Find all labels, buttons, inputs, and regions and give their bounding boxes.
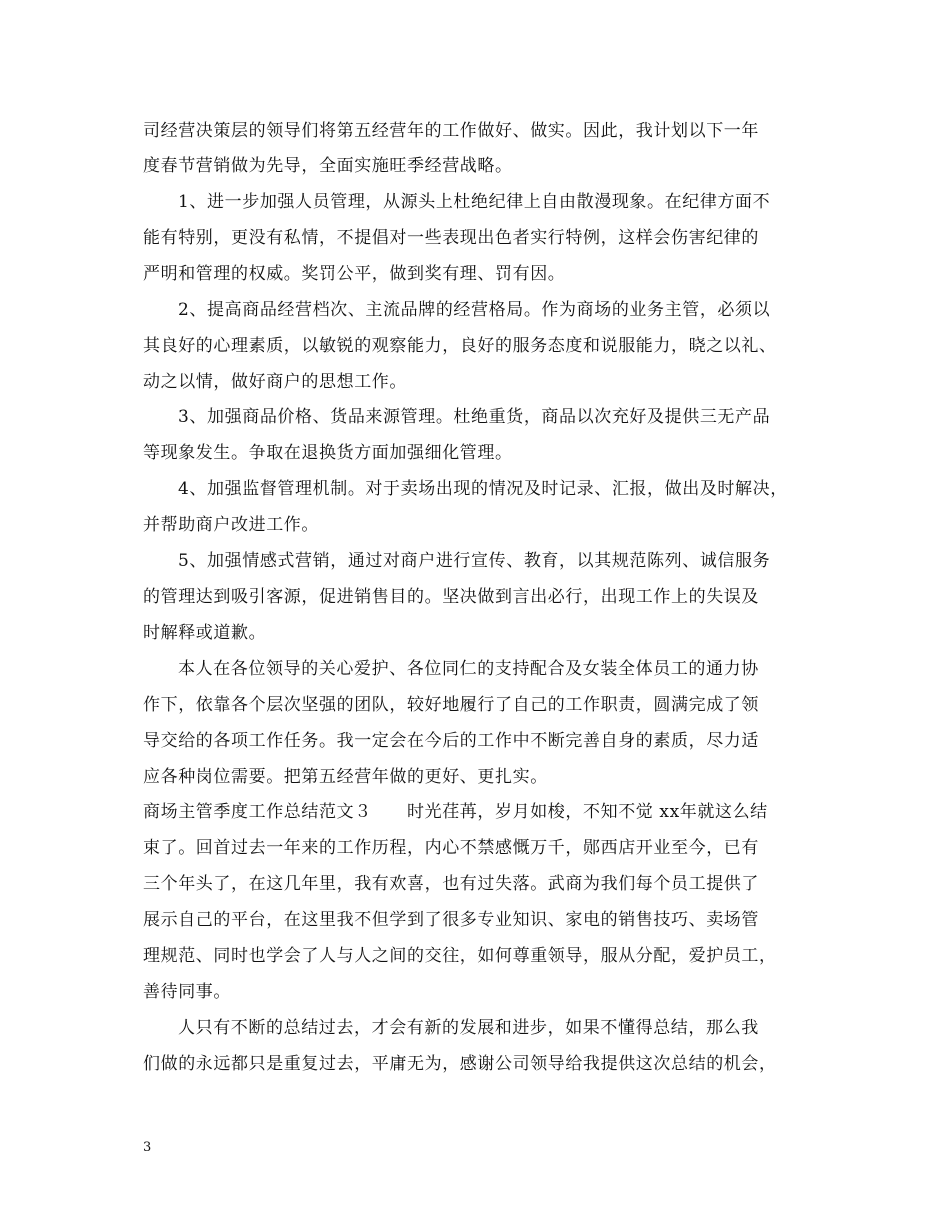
text-line: 动之以情，做好商户的思想工作。	[143, 372, 407, 392]
text-line: 人只有不断的总结过去，才会有新的发展和进步，如果不懂得总结，那么我	[178, 1018, 759, 1038]
text-line: 并帮助商户改进工作。	[143, 515, 319, 535]
text-line: 们做的永远都只是重复过去，平庸无为，感谢公司领导给我提供这次总结的机会，	[143, 1054, 777, 1074]
text-line: 理规范、同时也学会了人与人之间的交往，如何尊重领导，服从分配，爱护员工，	[143, 946, 777, 966]
page-number: 3	[143, 1140, 152, 1155]
text-line: 展示自己的平台，在这里我不但学到了很多专业知识、家电的销售技巧、卖场管	[143, 910, 759, 930]
text-line: 3、加强商品价格、货品来源管理。杜绝重货，商品以次充好及提供三无产品	[178, 407, 771, 427]
text-line: 束了。回首过去一年来的工作历程，内心不禁感慨万千，郧西店开业至今，已有	[143, 838, 759, 858]
text-line: 作下，依靠各个层次坚强的团队，较好地履行了自己的工作职责，圆满完成了领	[143, 695, 759, 715]
text-line: 能有特别，更没有私情，不提倡对一些表现出色者实行特例，这样会伤害纪律的	[143, 228, 759, 248]
text-line: 三个年头了，在这几年里，我有欢喜，也有过失落。武商为我们每个员工提供了	[143, 874, 759, 894]
text-line: 时解释或道歉。	[143, 623, 267, 643]
text-line: 度春节营销做为先导，全面实施旺季经营战略。	[143, 156, 513, 176]
text-line: 本人在各位领导的关心爱护、各位同仁的支持配合及女装全体员工的通力协	[178, 659, 759, 679]
text-line: 5、加强情感式营销，通过对商户进行宣传、教育，以其规范陈列、诚信服务	[178, 551, 771, 571]
text-line: 善待同事。	[143, 982, 231, 1002]
text-line: 等现象发生。争取在退换货方面加强细化管理。	[143, 443, 513, 463]
text-line: 其良好的心理素质，以敏锐的观察能力，良好的服务态度和说服能力，晓之以礼、	[143, 336, 777, 356]
text-line: 导交给的各项工作任务。我一定会在今后的工作中不断完善自身的素质，尽力适	[143, 731, 759, 751]
text-line: 1、进一步加强人员管理，从源头上杜绝纪律上自由散漫现象。在纪律方面不	[178, 192, 771, 212]
text-line: 严明和管理的权威。奖罚公平，做到奖有理、罚有因。	[143, 264, 566, 284]
text-line: 司经营决策层的领导们将第五经营年的工作做好、做实。因此，我计划以下一年	[143, 121, 759, 141]
section-heading-line: 商场主管季度工作总结范文３ 时光荏苒，岁月如梭，不知不觉 xx年就这么结	[143, 802, 768, 822]
text-line: 4、加强监督管理机制。对于卖场出现的情况及时记录、汇报，做出及时解决，	[178, 479, 788, 499]
text-line: 的管理达到吸引客源，促进销售目的。坚决做到言出必行，出现工作上的失误及	[143, 587, 759, 607]
text-line: 应各种岗位需要。把第五经营年做的更好、更扎实。	[143, 767, 548, 787]
text-line: 2、提高商品经营档次、主流品牌的经营格局。作为商场的业务主管，必须以	[178, 300, 771, 320]
